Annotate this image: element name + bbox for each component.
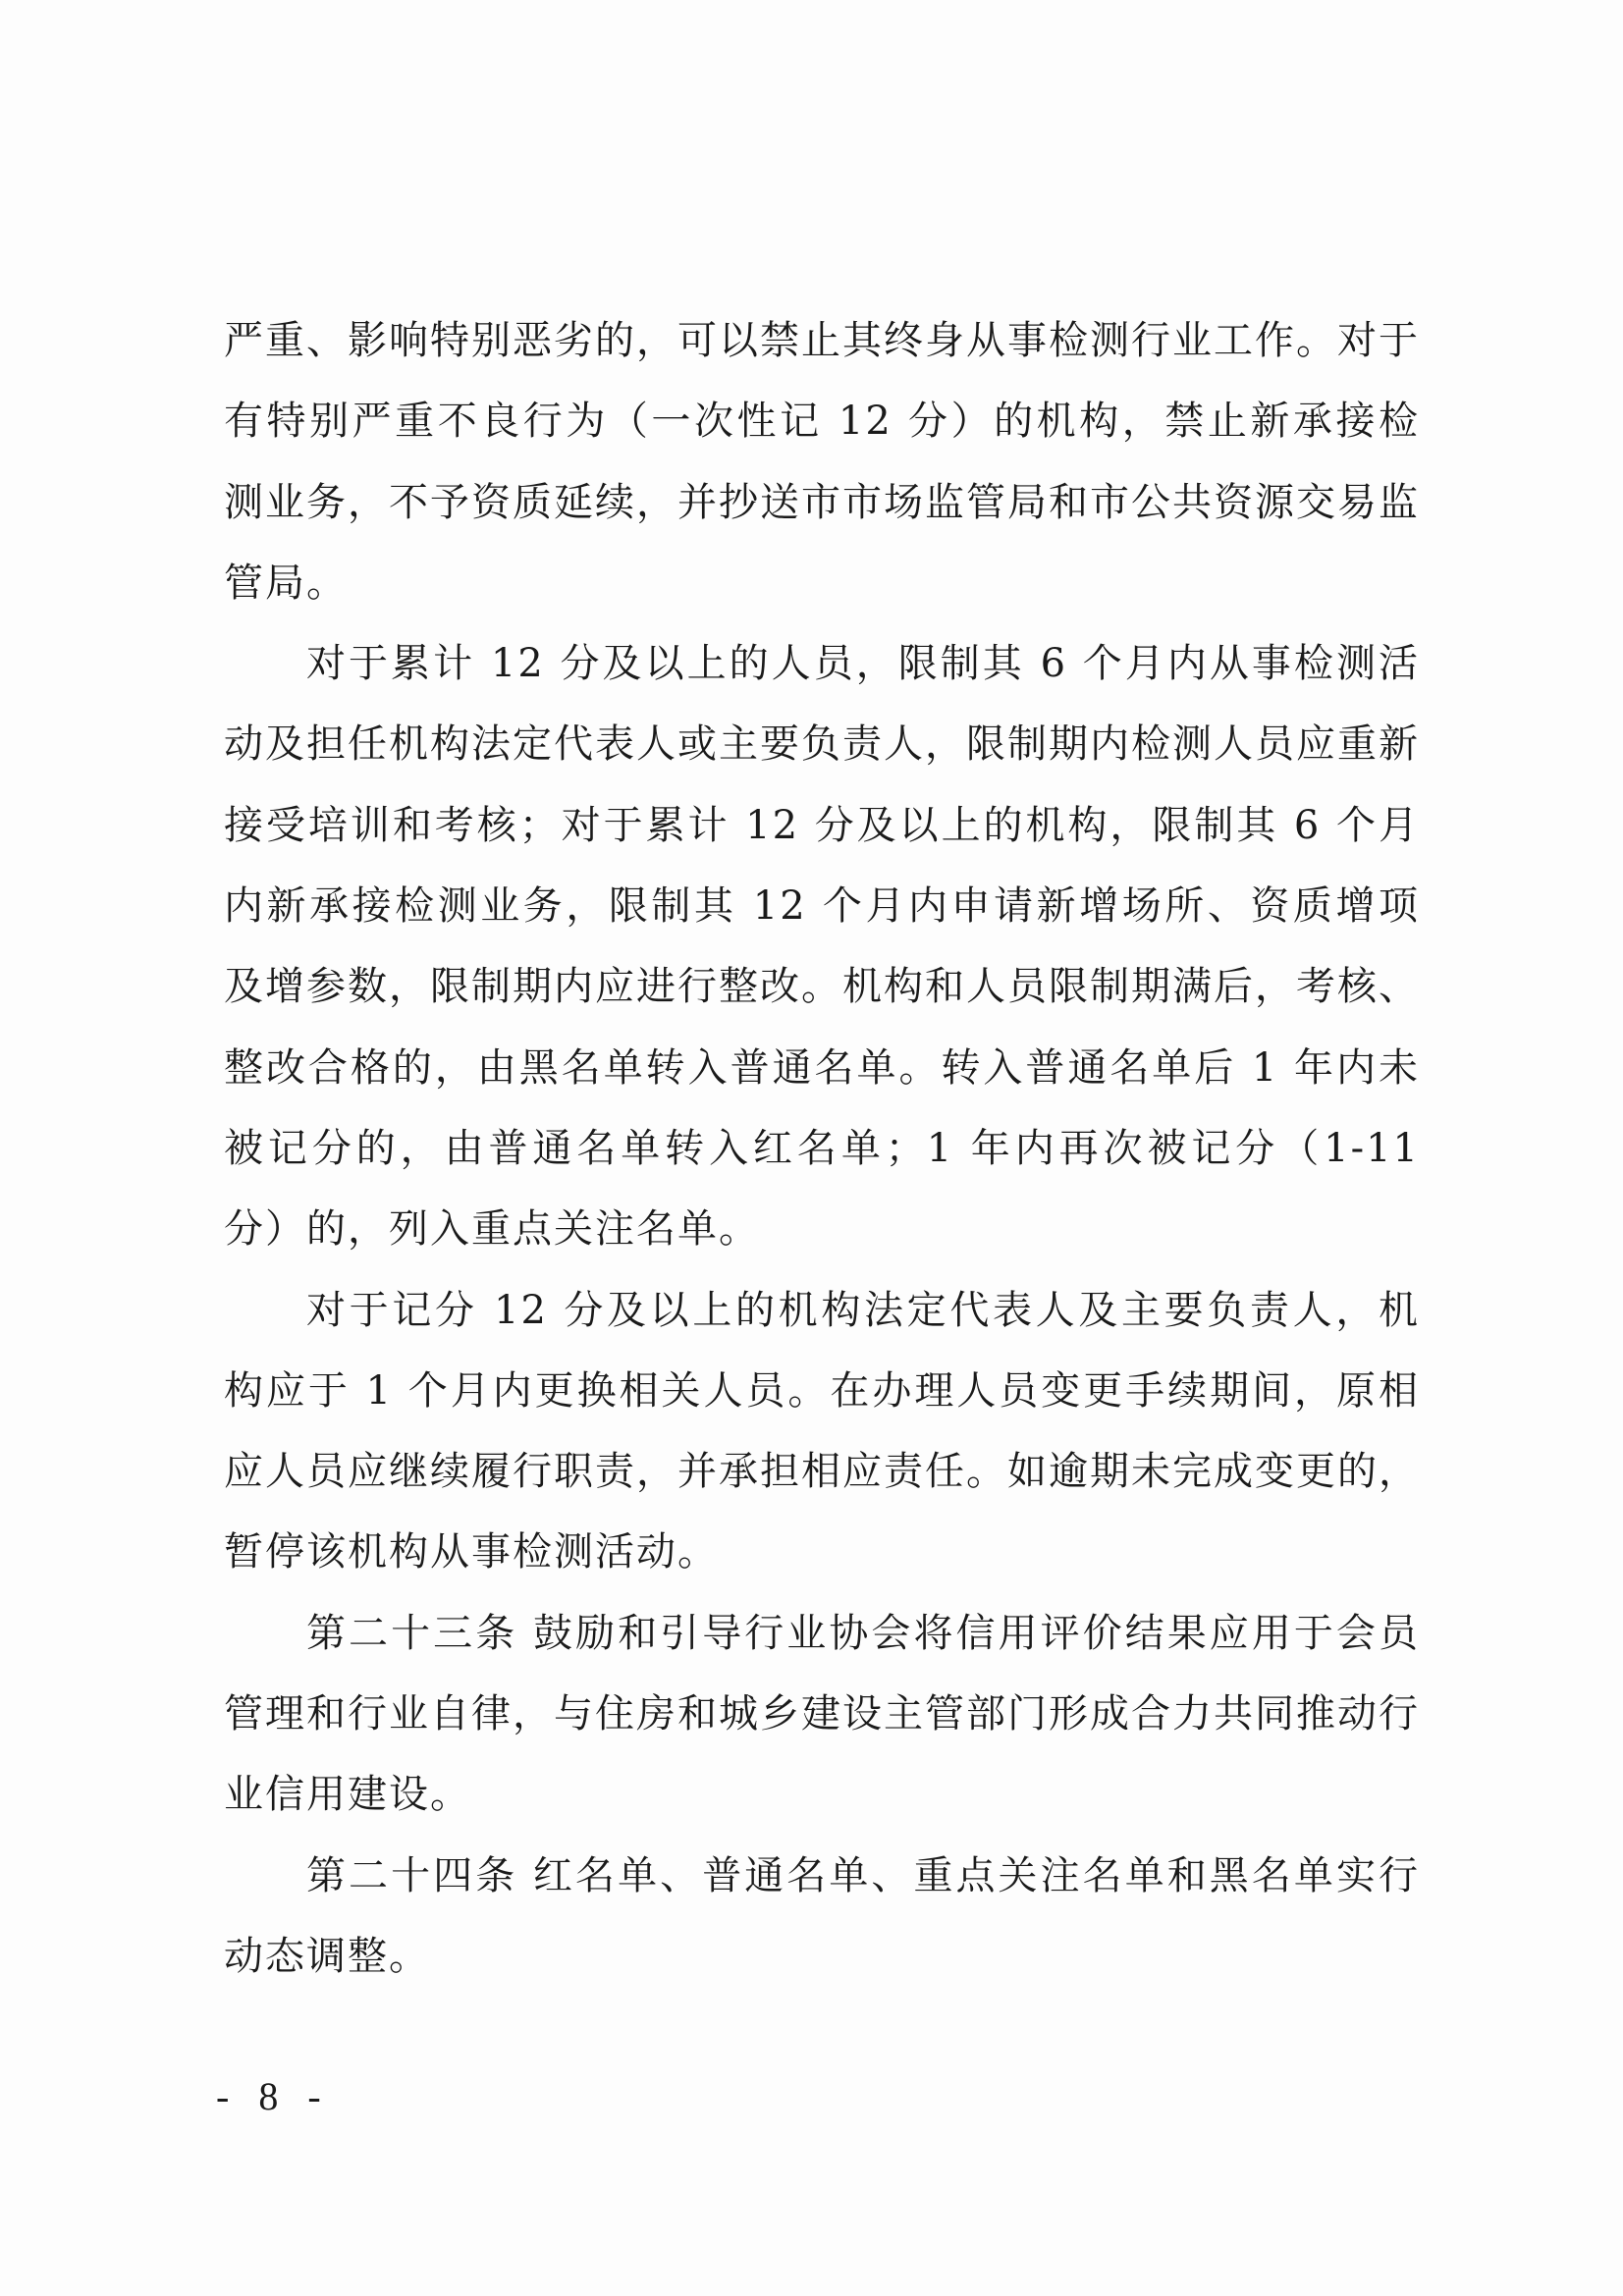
paragraph-accumulated-points: 对于累计 12 分及以上的人员，限制其 6 个月内从事检测活动及担任机构法定代表人或主要负责人，限制期内检测人员应重新接受培训和考核；对于累计 12 分及以上的机构，限制其 6 个月内新承接检测业务，限制其 12 个月内申请新增场所、资质增项及增参数，限制期内应进行整改。机构和人员限制期满后，考核、整改合格的，由黑名单转入普通名单。转入普通名单后 1 年内未被记分的，由普通名单转入红名单；1 年内再次被记分（1-11 分）的，列入重点关注名单。 [224, 641, 1420, 1253]
paragraph-continuation: 严重、影响特别恶劣的，可以禁止其终身从事检测行业工作。对于有特别严重不良行为（一次性记 12 分）的机构，禁止新承接检测业务，不予资质延续，并抄送市市场监管局和市公共资源交易监管局。 [224, 318, 1420, 606]
paragraph-article-24: 第二十四条 红名单、普通名单、重点关注名单和黑名单实行动态调整。 [224, 1852, 1420, 1979]
page-number: - 8 - [216, 2074, 331, 2118]
document-body [224, 300, 1420, 1997]
paragraph-article-23: 第二十三条 鼓励和引导行业协会将信用评价结果应用于会员管理和行业自律，与住房和城乡建设主管部门形成合力共同推动行业信用建设。 [224, 1610, 1420, 1818]
paragraph-legal-representative: 对于记分 12 分及以上的机构法定代表人及主要负责人，机构应于 1 个月内更换相关人员。在办理人员变更手续期间，原相应人员应继续履行职责，并承担相应责任。如逾期未完成变更的，暂停该机构从事检测活动。 [224, 1287, 1420, 1575]
